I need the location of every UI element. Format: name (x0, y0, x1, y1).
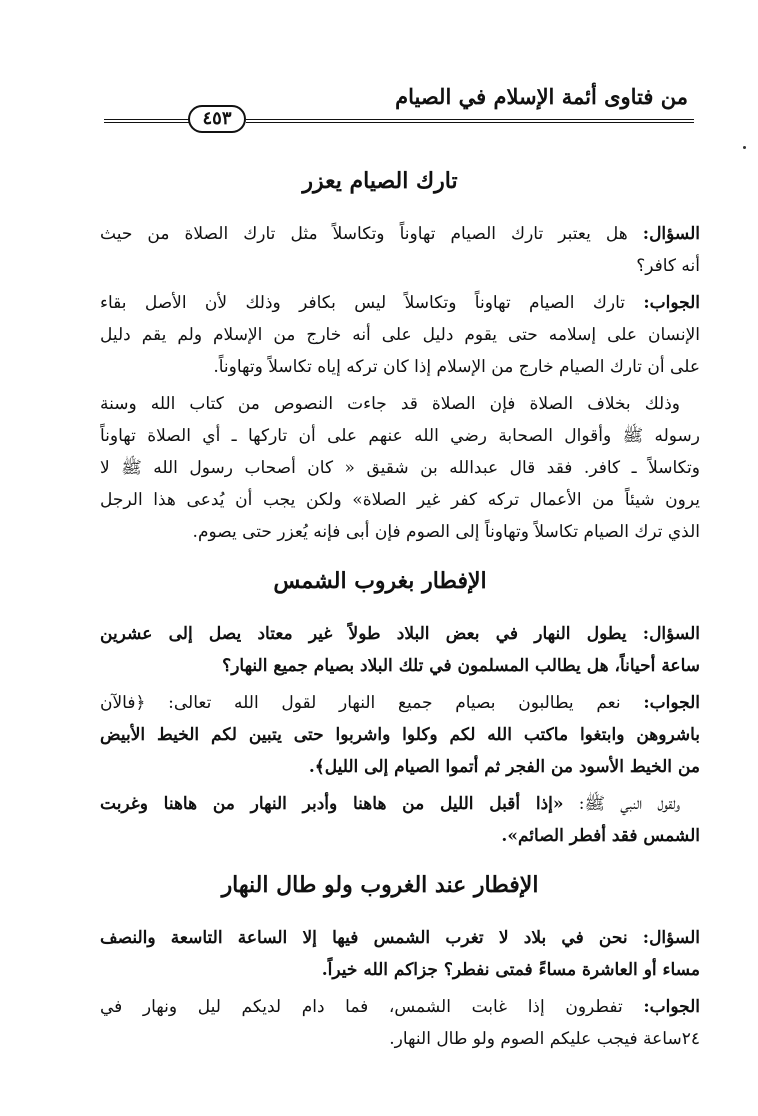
answer-label: الجواب: (643, 693, 700, 713)
question-label: السؤال: (642, 624, 700, 644)
s3-question-line-1 (100, 923, 700, 955)
s1-question-line-1 (100, 219, 700, 251)
s1-answer-text-1: تارك الصيام تهاوناً وتكاسلاً ليس بكافر وذلك لأن الأصل بقاء (100, 293, 625, 313)
running-title: من فتاوى أئمة الإسلام في الصيام (395, 84, 688, 109)
section-heading-1: تارك الصيام يعزر (302, 168, 458, 194)
s1-paragraph-line-3: وتكاسلاً ـ كافر. فقد قال عبدالله بن شقيق « كان أصحاب رسول الله ﷺ لا (100, 458, 700, 478)
question-label: السؤال: (642, 928, 700, 948)
page-number: ٤٥٣ (188, 105, 246, 133)
s1-question-text-1: هل يعتبر تارك الصيام تهاوناً وتكاسلاً مثل تارك الصلاة من حيث (100, 224, 628, 244)
margin-dot (743, 146, 746, 149)
s3-answer-text-1: تفطرون إذا غابت الشمس، فما دام لديكم ليل ونهار في (100, 997, 623, 1017)
s2-answer-line-1 (100, 688, 700, 720)
section-heading-2: الإفطار بغروب الشمس (273, 568, 487, 594)
s2-hadith-line-1 (100, 789, 680, 821)
s1-answer-line-1 (100, 288, 700, 320)
section-heading-3: الإفطار عند الغروب ولو طال النهار (221, 872, 539, 898)
s2-hadith-line-2: الشمس فقد أفطر الصائم». (501, 826, 700, 846)
s2-question-line-1 (100, 619, 700, 651)
header-rule-left (104, 119, 190, 123)
answer-label: الجواب: (643, 293, 700, 313)
s1-paragraph-line-4: يرون شيئاً من الأعمال تركه كفر غير الصلاة» ولكن يجب أن يُدعى هذا الرجل (100, 490, 700, 510)
s1-answer-line-3: على أن تارك الصيام خارج من الإسلام إذا كان تركه إياه تكاسلاً وتهاوناً. (213, 357, 700, 377)
s1-paragraph-line-2: رسوله ﷺ وأقوال الصحابة رضي الله عنهم على أن تاركها ـ أي الصلاة تهاوناً (100, 426, 700, 446)
header-rule-right (246, 119, 694, 123)
s1-question-line-2: أنه كافر؟ (636, 256, 700, 276)
s2-answer-line-3: من الخيط الأسود من الفجر ثم أتموا الصيام إلى الليل﴾. (308, 757, 700, 777)
s3-answer-line-2: ٢٤ساعة فيجب عليكم الصوم ولو طال النهار. (389, 1029, 700, 1049)
question-label: السؤال: (642, 224, 700, 244)
s2-hadith-text-1: «إذا أقبل الليل من هاهنا وأدبر النهار من هاهنا وغربت (100, 794, 564, 814)
s2-question-text-1: يطول النهار في بعض البلاد طولاً غير معتاد يصل إلى عشرين (100, 624, 627, 644)
s3-question-line-2: مساء أو العاشرة مساءً فمتى نفطر؟ جزاكم الله خيراً. (321, 960, 700, 980)
s2-answer-text-1: نعم يطالبون بصيام جميع النهار لقول الله تعالى: ﴿فالآن (100, 693, 621, 713)
answer-label: الجواب: (643, 997, 700, 1017)
s3-answer-line-1 (100, 992, 700, 1024)
s1-answer-line-2: الإنسان على إسلامه حتى يقوم دليل على أنه خارج من الإسلام ولم يقم دليل (100, 325, 700, 345)
s2-answer-line-2: باشروهن وابتغوا ماكتب الله لكم وكلوا واشربوا حتى يتبين لكم الخيط الأبيض (100, 725, 700, 745)
s1-paragraph-line-1: وذلك بخلاف الصلاة فإن الصلاة قد جاءت النصوص من كتاب الله وسنة (100, 394, 680, 414)
s3-question-text-1: نحن في بلاد لا تغرب الشمس فيها إلا الساعة التاسعة والنصف (100, 928, 628, 948)
s1-paragraph-line-5: الذي ترك الصيام تكاسلاً وتهاوناً إلى الصوم فإن أبى فإنه يُعزر حتى يصوم. (192, 522, 700, 542)
s2-hadith-intro: ولقول النبي ﷺ: (578, 794, 680, 814)
s2-question-line-2: ساعة أحياناً، هل يطالب المسلمون في تلك البلاد بصيام جميع النهار؟ (222, 656, 700, 676)
